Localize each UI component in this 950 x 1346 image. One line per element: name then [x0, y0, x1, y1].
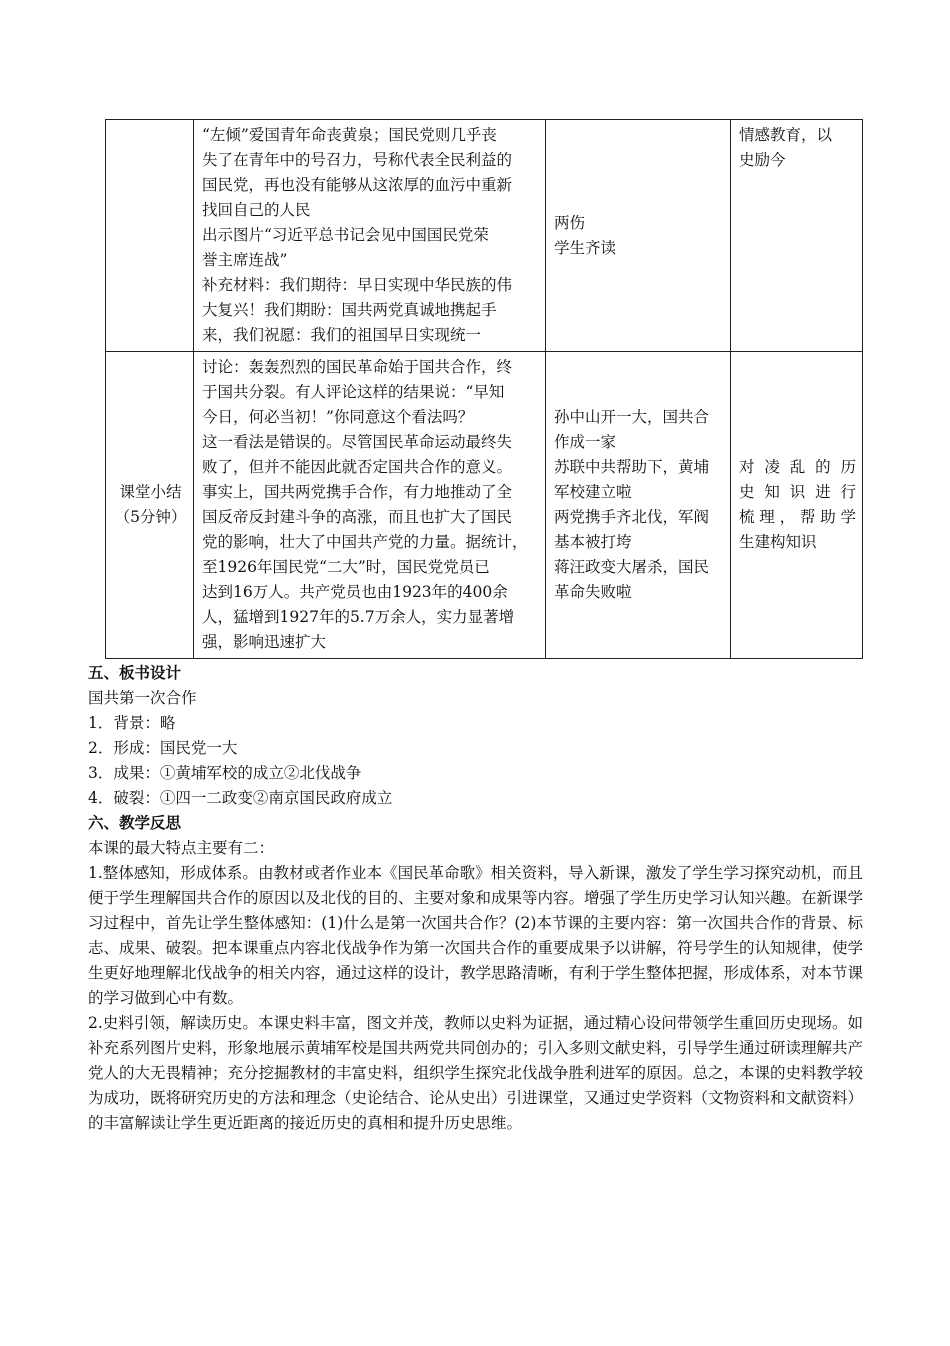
list-item: 4．破裂：①四一二政变②南京国民政府成立 [88, 789, 393, 807]
teacher-activity-cell [194, 352, 546, 659]
content-line: 今日，何必当初！”你同意这个看法吗？ [202, 408, 474, 426]
content-line: 讨论：轰轰烈烈的国民革命始于国共合作，终 [202, 358, 513, 376]
content-line: 基本被打垮 [554, 533, 632, 551]
reflection-paragraph: 2.史料引领，解读历史。本课史料丰富，图文并茂，教师以史料为证据，通过精心设问带领学生重回历史现场。如补充系列图片史料，形象地展示黄埔军校是国共两党共同创办的；引入多则文献史料，引导学生通过研读理解共产党人的大无畏精神；充分挖掘教材的丰富史料，组织学生探究北伐战争胜利进军的原因。总之，本课的史料教学较为成功，既将研究历史的方法和理念（史论结合、论从史出）引进课堂，又通过史学资料（文物资料和文献资料）的丰富解读让学生更近距离的接近历史的真相和提升历史思维。 [88, 1014, 864, 1132]
content-line: 军校建立啦 [554, 483, 632, 501]
student-activity-cell [546, 120, 731, 352]
content-line: 梳理，帮助学 [739, 508, 856, 526]
list-item: 2．形成：国民党一大 [88, 739, 238, 757]
content-line: 生建构知识 [739, 533, 817, 551]
teacher-activity-cell [194, 120, 546, 352]
content-line: 补充材料：我们期待：早日实现中华民族的伟 [202, 276, 513, 294]
content-line: 失了在青年中的号召力，号称代表全民利益的 [202, 151, 513, 169]
section-heading: 五、板书设计 [88, 664, 182, 682]
table-row [106, 352, 863, 659]
content-line: 事实上，国共两党携手合作，有力地推动了全 [202, 483, 513, 501]
content-line: 于国共分裂。有人评论这样的结果说：“早知 [202, 383, 505, 401]
section-heading: 六、教学反思 [88, 814, 182, 832]
reflection-paragraph: 1.整体感知，形成体系。由教材或者作业本《国民革命歌》相关资料，导入新课，激发了学生学习探究动机，而且便于学生理解国共合作的原因以及北伐的目的、主要对象和成果等内容。增强了学生历史学习认知兴趣。在新课学习过程中，首先让学生整体感知：(1)什么是第一次国共合作？(2)本节课的主要内容：第一次国共合作的背景、标志、成果、破裂。把本课重点内容北伐战争作为第一次国共合作的重要成果予以讲解，符号学生的认知规律，使学生更好地理解北伐战争的相关内容，通过这样的设计，教学思路清晰，有利于学生整体把握，形成体系，对本节课的学习做到心中有数。 [88, 864, 864, 1007]
design-intent-cell [731, 120, 863, 352]
content-line: 至1926年国民党“二大”时，国民党党员已 [202, 558, 490, 576]
content-line: 史励今 [739, 151, 786, 169]
stage-label: 课堂小结 [119, 483, 182, 501]
student-activity-cell [546, 352, 731, 659]
content-line: 这一看法是错误的。尽管国民革命运动最终失 [202, 433, 513, 451]
content-line: 强，影响迅速扩大 [202, 633, 327, 651]
content-line: 来，我们祝愿：我们的祖国早日实现统一 [202, 326, 482, 344]
document-page [88, 119, 863, 1136]
content-line: 苏联中共帮助下，黄埔 [554, 458, 710, 476]
content-line: 作成一家 [554, 433, 617, 451]
content-line: 国民党，再也没有能够从这浓厚的血污中重新 [202, 176, 513, 194]
stage-cell-empty [106, 120, 194, 352]
list-item: 1．背景：略 [88, 714, 176, 732]
content-line: 两伤 [554, 213, 586, 232]
design-intent-cell [731, 352, 863, 659]
content-line: 蒋汪政变大屠杀，国民 [554, 558, 710, 576]
content-line: 两党携手齐北伐，军阀 [554, 508, 710, 526]
content-line: 大复兴！我们期盼：国共两党真诚地携起手 [202, 301, 497, 319]
board-title: 国共第一次合作 [88, 689, 197, 707]
lesson-plan-table [105, 119, 863, 659]
reflection-intro: 本课的最大特点主要有二： [88, 839, 275, 857]
content-line: 人，猛增到1927年的5.7万余人，实力显著增 [202, 608, 515, 626]
stage-duration: （5分钟） [114, 508, 187, 526]
content-line: 孙中山开一大，国共合 [554, 408, 710, 426]
content-line: 革命失败啦 [554, 583, 632, 601]
content-line: 败了，但并不能因此就否定国共合作的意义。 [202, 458, 513, 476]
content-line: 誉主席连战” [202, 251, 288, 269]
board-design-section [88, 661, 863, 811]
stage-cell [106, 352, 194, 659]
table-row [106, 120, 863, 352]
content-line: 达到16万人。共产党员也由1923年的400余 [202, 583, 508, 601]
content-line: 找回自己的人民 [202, 201, 311, 219]
content-line: “左倾”爱国青年命丧黄泉；国民党则几乎丧 [202, 126, 497, 144]
content-line: 情感教育，以 [739, 126, 833, 144]
content-line: 国反帝反封建斗争的高涨，而且也扩大了国民 [202, 508, 513, 526]
reflection-section [88, 811, 863, 1136]
content-line: 党的影响，壮大了中国共产党的力量。据统计， [202, 533, 528, 551]
content-line: 学生齐读 [554, 238, 617, 257]
list-item: 3．成果：①黄埔军校的成立②北伐战争 [88, 764, 362, 782]
content-line: 对凌乱的历 [739, 458, 856, 476]
content-line: 出示图片“习近平总书记会见中国国民党荣 [202, 226, 489, 244]
content-line: 史知识进行 [739, 483, 856, 501]
